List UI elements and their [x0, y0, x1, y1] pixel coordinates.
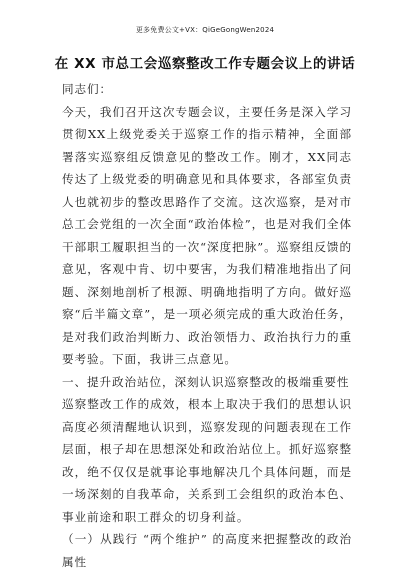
header-note: 更多免费公文+VX：QiGeGongWen2024: [135, 26, 275, 34]
section-heading-1: 一、提升政治站位，深刻认识巡察整改的极端重要性: [62, 374, 350, 389]
subsection-heading-1: （一）从践行 “两个维护” 的高度来把握整改的政治属性: [62, 532, 352, 569]
salutation: 同志们：: [62, 82, 112, 96]
document-title: 在 XX 市总工会巡察整改工作专题会议上的讲话: [54, 56, 356, 72]
document-body: [62, 78, 352, 573]
opening-paragraph: 今天，我们召开这次专题会议，主要任务是深入学习贯彻XX上级党委关于巡察工作的指示精神，全面部署落实巡察组反馈意见的整改工作。刚才，XX同志传达了上级党委的明确意见和具体要求，各部室负责人也就初步的整改思路作了交流。这次巡察，是对市总工会党组的一次全面“政治体检”，也是对我们全体干部职工履职担当的一次“深度把脉”。巡察组反馈的意见，客观中肯、切中要害，为我们精准地指出了问题、深刻地剖析了根源、明确地指明了方向。做好巡察“后半篇文章”，是一项必须完成的重大政治任务，是对我们政治判断力、政治领悟力、政治执行力的重要考验。下面，我讲三点意见。: [62, 104, 352, 366]
body-paragraph-2: 巡察整改工作的成效，根本上取决于我们的思想认识高度必须清醒地认识到，巡察发现的问题表现在工作层面，根子却在思想深处和政治站位上。抓好巡察整改，绝不仅仅是就事论事地解决几个具体问题，而是一场深刻的自我革命，关系到工会组织的政治本色、事业前途和职工群众的切身利益。: [62, 397, 352, 524]
